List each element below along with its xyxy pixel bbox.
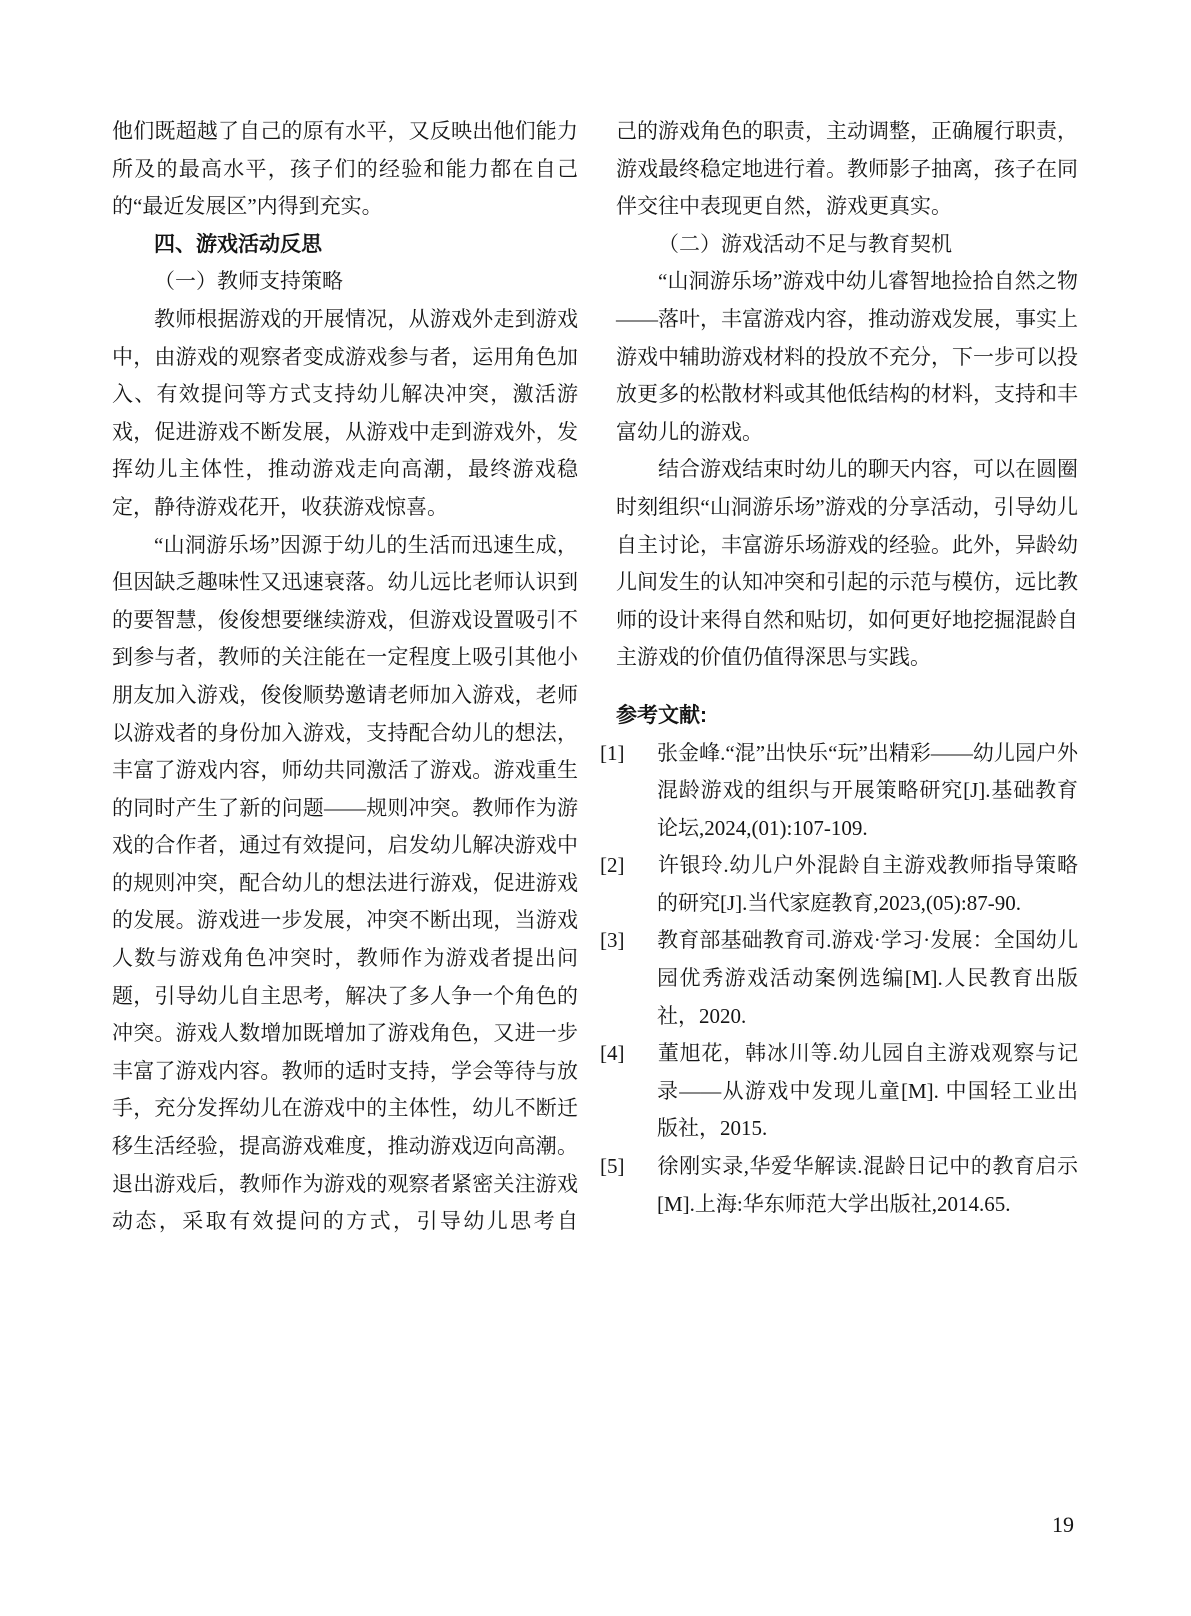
right-column <box>600 113 1078 1223</box>
reference-text: 徐刚实录,华爱华解读.混龄日记中的教育启示[M].上海:华东师范大学出版社,2014.65. <box>657 1154 1078 1216</box>
paragraph: 结合游戏结束时幼儿的聊天内容，可以在圆圈时刻组织“山洞游乐场”游戏的分享活动，引导幼儿自主讨论，丰富游乐场游戏的经验。此外，异龄幼儿间发生的认知冲突和引起的示范与模仿，远比教师的设计来得自然和贴切，如何更好地挖掘混龄自主游戏的价值仍值得深思与实践。 <box>616 457 1078 670</box>
paragraph: 教师根据游戏的开展情况，从游戏外走到游戏中，由游戏的观察者变成游戏参与者，运用角色加入、有效提问等方式支持幼儿解决冲突，激活游戏，促进游戏不断发展，从游戏中走到游戏外，发挥幼儿主体性，推动游戏走向高潮，最终游戏稳定，静待游戏花开，收获游戏惊喜。 <box>112 306 578 519</box>
reference-label: [4] <box>600 1041 625 1066</box>
paragraph-continuation: 己的游戏角色的职责，主动调整，正确履行职责，游戏最终稳定地进行着。教师影子抽离，孩子在同伴交往中表现更自然，游戏更真实。 <box>616 119 1078 219</box>
subsection-heading: （一）教师支持策略 <box>154 269 343 294</box>
section-heading: 四、游戏活动反思 <box>154 232 322 256</box>
subsection-heading: （二）游戏活动不足与教育契机 <box>658 231 952 256</box>
reference-label: [2] <box>600 853 625 878</box>
reference-item <box>600 1148 1078 1223</box>
page-number: 19 <box>1052 1512 1074 1537</box>
reference-text: 张金峰.“混”出快乐“玩”出精彩——幼儿园户外混龄游戏的组织与开展策略研究[J].基础教育论坛,2024,(01):107-109. <box>657 740 1078 840</box>
reference-text: 教育部基础教育司.游戏·学习·发展：全国幼儿园优秀游戏活动案例选编[M].人民教育出版社，2020. <box>657 928 1078 1028</box>
paragraph: “山洞游乐场”游戏中幼儿睿智地捡拾自然之物——落叶，丰富游戏内容，推动游戏发展，事实上游戏中辅助游戏材料的投放不充分，下一步可以投放更多的松散材料或其他低结构的材料，支持和丰富幼儿的游戏。 <box>616 269 1078 444</box>
reference-item <box>600 1035 1078 1148</box>
reference-item <box>600 847 1078 922</box>
reference-text: 董旭花，韩冰川等.幼儿园自主游戏观察与记录——从游戏中发现儿童[M]. 中国轻工业出版社，2015. <box>657 1041 1078 1141</box>
reference-item <box>600 735 1078 848</box>
references-heading: 参考文献: <box>616 703 707 727</box>
reference-label: [5] <box>600 1154 625 1179</box>
reference-label: [3] <box>600 928 625 953</box>
paragraph-continuation: 他们既超越了自己的原有水平，又反映出他们能力所及的最高水平，孩子们的经验和能力都在自己的“最近发展区”内得到充实。 <box>112 119 578 219</box>
reference-text: 许银玲.幼儿户外混龄自主游戏教师指导策略的研究[J].当代家庭教育,2023,(05):87-90. <box>657 853 1078 915</box>
paragraph: “山洞游乐场”因源于幼儿的生活而迅速生成，但因缺乏趣味性又迅速衰落。幼儿远比老师认识到的要智慧，俊俊想要继续游戏，但游戏设置吸引不到参与者，教师的关注能在一定程度上吸引其他小朋友加入游戏，俊俊顺势邀请老师加入游戏，老师以游戏者的身份加入游戏，支持配合幼儿的想法，丰富了游戏内容，师幼共同激活了游戏。游戏重生的同时产生了新的问题——规则冲突。教师作为游戏的合作者，通过有效提问，启发幼儿解决游戏中的规则冲突，配合幼儿的想法进行游戏，促进游戏的发展。游戏进一步发展，冲突不断出现，当游戏人数与游戏角色冲突时，教师作为游戏者提出问题，引导幼儿自主思考，解决了多人争一个角色的冲突。游戏人数增加既增加了游戏角色，又进一步丰富了游戏内容。教师的适时支持，学会等待与放手，充分发挥幼儿在游戏中的主体性，幼儿不断迁移生活经验，提高游戏难度，推动游戏迈向高潮。退出游戏后，教师作为游戏的观察者紧密关注游戏动态，采取有效提问的方式，引导幼儿思考自 <box>112 532 578 1234</box>
reference-item <box>600 922 1078 1035</box>
reference-label: [1] <box>600 740 625 765</box>
left-column <box>112 113 578 1241</box>
